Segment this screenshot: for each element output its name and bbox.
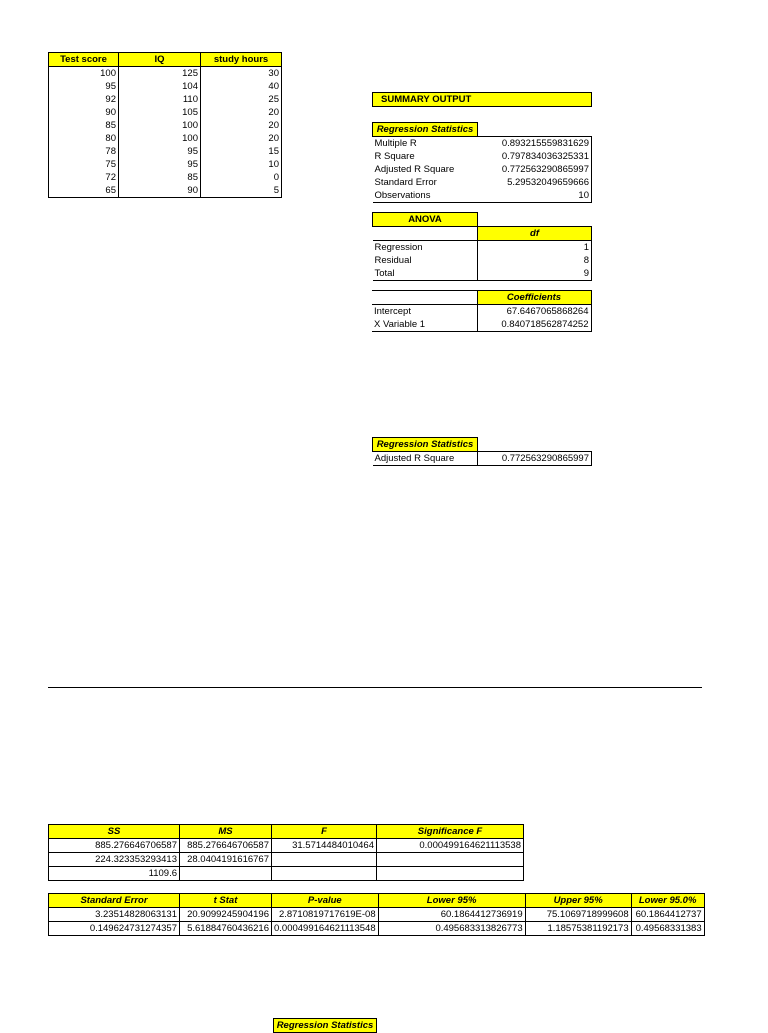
table-cell: 100 (49, 67, 119, 81)
regression-stat-row (373, 150, 592, 163)
anova-row (373, 241, 592, 255)
adjusted-r-square-value: 0.772563290865997 (478, 452, 592, 466)
table-cell: 72 (49, 171, 119, 184)
bottom-partial-table (273, 1018, 377, 1033)
table-row (49, 158, 282, 171)
data-table (48, 52, 282, 198)
bottom-regression-statistics-label: Regression Statistics (274, 1019, 377, 1033)
regression-statistics-copy-table (372, 437, 592, 466)
table-cell: 100 (119, 119, 201, 132)
table-cell: 5.61884760436216 (180, 922, 272, 936)
table-cell: 95 (49, 80, 119, 93)
table-cell: 60.1864412737 (631, 908, 704, 922)
table-cell: 95 (119, 145, 201, 158)
table-row (49, 93, 282, 106)
table-cell: 85 (119, 171, 201, 184)
table-cell: 90 (49, 106, 119, 119)
table-cell: 104 (119, 80, 201, 93)
table-cell (272, 853, 377, 867)
regression-stat-label: Adjusted R Square (374, 163, 455, 175)
anova-header: ANOVA (373, 213, 478, 227)
regression-stat-row (373, 163, 592, 176)
coefficients-continued-header-row (49, 894, 705, 908)
table-cell: 2.8710819717619E-08 (272, 908, 379, 922)
table-row (49, 908, 705, 922)
table-cell: 80 (49, 132, 119, 145)
coefficient-value: 0.840718562874252 (477, 318, 591, 332)
table-cell: 60.1864412736919 (378, 908, 525, 922)
anova-row (373, 254, 592, 267)
coefficient-row (372, 318, 591, 332)
anova-df-header: df (478, 227, 592, 241)
coefficient-label: X Variable 1 (372, 318, 477, 332)
table-row (49, 853, 524, 867)
regression-stat-row (373, 189, 592, 203)
coefficients-continued-header: Standard Error (49, 894, 180, 908)
regression-statistics-table (372, 122, 592, 203)
table-cell: 65 (49, 184, 119, 198)
anova-table (372, 212, 592, 281)
table-cell: 30 (201, 67, 282, 81)
summary-output (372, 92, 592, 332)
table-cell: 100 (119, 132, 201, 145)
table-cell: 28.0404191616767 (180, 853, 272, 867)
table-cell: 20.9099245904196 (180, 908, 272, 922)
anova-row-label: Residual (373, 254, 478, 267)
table-cell: 105 (119, 106, 201, 119)
regression-stat-value: 0.797834036325331 (478, 150, 592, 163)
regression-statistics-copy-header: Regression Statistics (373, 438, 478, 452)
page-divider (48, 687, 702, 688)
coefficient-row (372, 305, 591, 319)
regression-stat-value: 0.772563290865997 (478, 163, 592, 176)
table-cell: 885.276646706587 (180, 839, 272, 853)
coefficients-table (372, 290, 592, 332)
col-header-study-hours: study hours (201, 53, 282, 67)
regression-statistics-header: Regression Statistics (373, 123, 478, 137)
table-cell (377, 867, 524, 881)
table-cell: 10 (201, 158, 282, 171)
regression-statistics-copy (372, 437, 592, 466)
table-row (49, 867, 524, 881)
anova-row-label: Total (373, 267, 478, 281)
table-row (49, 184, 282, 198)
data-table-grid (48, 52, 282, 198)
anova-row-df: 1 (478, 241, 592, 255)
table-row (49, 839, 524, 853)
table-cell: 885.276646706587 (49, 839, 180, 853)
table-cell: 95 (119, 158, 201, 171)
coefficient-value: 67.6467065868264 (477, 305, 591, 319)
table-cell: 40 (201, 80, 282, 93)
table-cell: 85 (49, 119, 119, 132)
table-cell: 0.000499164621113538 (377, 839, 524, 853)
adjusted-r-square-label: Adjusted R Square (373, 452, 478, 466)
table-cell: 20 (201, 106, 282, 119)
table-cell: 0.49568331383 (631, 922, 704, 936)
anova-continued (48, 824, 524, 881)
table-cell: 78 (49, 145, 119, 158)
regression-stat-label: Standard Error (374, 176, 437, 188)
regression-stat-value: 10 (478, 189, 592, 203)
table-cell: 125 (119, 67, 201, 81)
table-cell: 15 (201, 145, 282, 158)
table-cell: 0.000499164621113548 (272, 922, 379, 936)
regression-stat-value: 0.893215559831629 (478, 137, 592, 151)
regression-stat-label: Multiple R (374, 137, 417, 149)
col-header-iq: IQ (119, 53, 201, 67)
table-row (49, 80, 282, 93)
table-cell: 0.149624731274357 (49, 922, 180, 936)
table-cell: 0 (201, 171, 282, 184)
anova-continued-table (48, 824, 524, 881)
anova-continued-header: Significance F (377, 825, 524, 839)
table-cell: 75 (49, 158, 119, 171)
coefficients-continued-header: Lower 95.0% (631, 894, 704, 908)
table-cell: 3.23514828063131 (49, 908, 180, 922)
table-cell (180, 867, 272, 881)
table-cell: 0.495683313826773 (378, 922, 525, 936)
summary-title-table (372, 92, 592, 107)
table-row (49, 145, 282, 158)
summary-title: SUMMARY OUTPUT (373, 93, 592, 107)
table-row (49, 67, 282, 81)
anova-row-df: 9 (478, 267, 592, 281)
regression-stat-label: Observations (373, 189, 478, 203)
regression-stat-label: R Square (374, 150, 415, 162)
anova-continued-header: SS (49, 825, 180, 839)
coefficients-continued-header: Upper 95% (525, 894, 631, 908)
coefficients-continued-header: Lower 95% (378, 894, 525, 908)
coefficients-continued-table (48, 893, 705, 936)
table-cell: 224.323353293413 (49, 853, 180, 867)
table-cell: 25 (201, 93, 282, 106)
anova-row-label: Regression (373, 241, 478, 255)
regression-stat-row (373, 176, 592, 189)
table-cell: 75.1069718999608 (525, 908, 631, 922)
table-row (49, 106, 282, 119)
table-cell: 20 (201, 119, 282, 132)
bottom-partial-header (273, 1018, 377, 1033)
table-row (49, 922, 705, 936)
table-row (49, 119, 282, 132)
table-row (49, 132, 282, 145)
regression-stat-row (373, 137, 592, 151)
table-row (49, 171, 282, 184)
table-cell: 1109.6 (49, 867, 180, 881)
anova-continued-header-row (49, 825, 524, 839)
regression-stat-value: 5.29532049659666 (478, 176, 592, 189)
anova-continued-header: F (272, 825, 377, 839)
coefficients-continued-header: P-value (272, 894, 379, 908)
table-cell: 90 (119, 184, 201, 198)
anova-row (373, 267, 592, 281)
coefficients-continued (48, 893, 705, 936)
table-cell: 20 (201, 132, 282, 145)
coefficients-header: Coefficients (477, 291, 591, 305)
anova-row-df: 8 (478, 254, 592, 267)
table-cell: 1.18575381192173 (525, 922, 631, 936)
col-header-test-score: Test score (49, 53, 119, 67)
coefficient-label: Intercept (372, 305, 477, 319)
anova-continued-header: MS (180, 825, 272, 839)
table-cell: 5 (201, 184, 282, 198)
table-cell: 110 (119, 93, 201, 106)
coefficients-continued-header: t Stat (180, 894, 272, 908)
table-cell (377, 853, 524, 867)
table-cell: 92 (49, 93, 119, 106)
table-cell (272, 867, 377, 881)
table-cell: 31.5714484010464 (272, 839, 377, 853)
